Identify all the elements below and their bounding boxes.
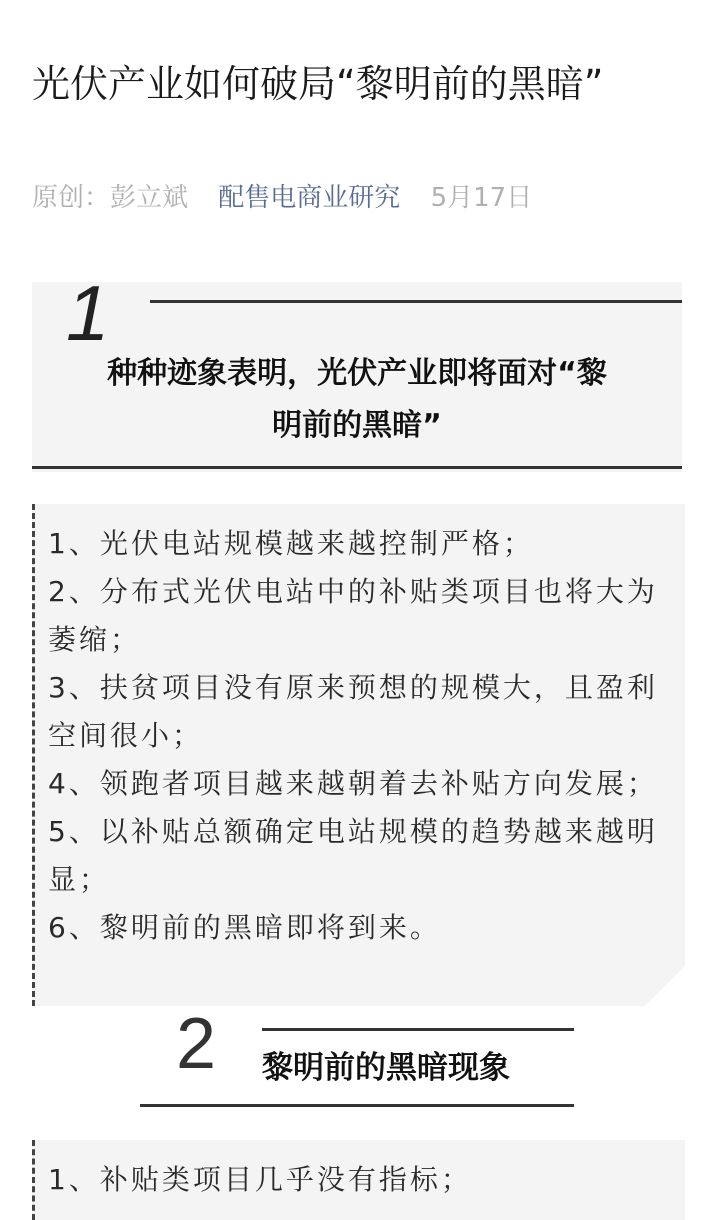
list-item: 3、扶贫项目没有原来预想的规模大，且盈利空间很小； <box>48 671 658 752</box>
folded-corner <box>645 966 685 1006</box>
section1-number: 1 <box>66 269 110 357</box>
section2-number: 2 <box>176 1004 217 1084</box>
article-title: 光伏产业如何破局“黎明前的黑暗” <box>32 62 604 107</box>
list-item: 5、以补贴总额确定电站规模的趋势越来越明显； <box>48 815 658 896</box>
section2-heading: 黎明前的黑暗现象 <box>262 1050 510 1086</box>
list-item: 4、领跑者项目越来越朝着去补贴方向发展； <box>48 767 658 800</box>
section1-heading <box>32 348 682 452</box>
section2-list <box>48 1156 678 1204</box>
author-label: 原创：彭立斌 <box>32 183 189 213</box>
list-item: 1、光伏电站规模越来越控制严格； <box>48 527 534 560</box>
section1-bottom-rule <box>32 466 682 469</box>
section2-top-rule <box>262 1028 574 1031</box>
section2-bottom-rule <box>140 1104 574 1107</box>
section1-heading-line1: 种种迹象表明，光伏产业即将面对“黎 <box>107 356 607 391</box>
list-item: 2、分布式光伏电站中的补贴类项目也将大为萎缩； <box>48 575 658 656</box>
list-item: 6、黎明前的黑暗即将到来。 <box>48 911 441 944</box>
publish-date: 5月17日 <box>430 183 533 213</box>
list-item: 1、补贴类项目几乎没有指标； <box>48 1163 472 1196</box>
section1-heading-line2: 明前的黑暗” <box>272 408 442 443</box>
article-meta <box>32 178 532 218</box>
section1-list <box>48 520 678 952</box>
account-link[interactable]: 配售电商业研究 <box>218 183 401 213</box>
section1-top-rule <box>150 300 682 303</box>
